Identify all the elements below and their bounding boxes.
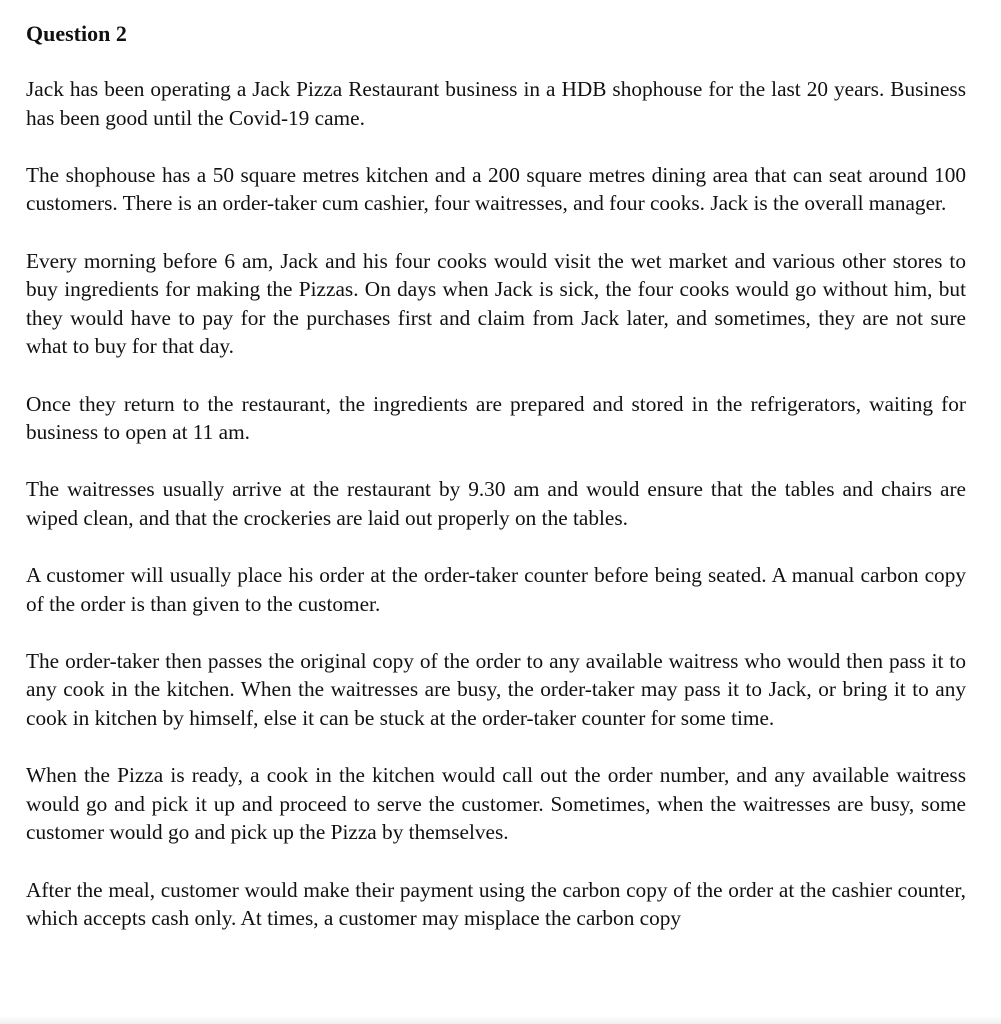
paragraph-morning-purchasing: Every morning before 6 am, Jack and his four cooks would visit the wet market and various other stores to buy ingredients for making the Pizzas. On days when Jack is sick, the four cooks would go without him, but they would have to pay for the purchases first and claim from Jack later, and sometimes, they are not sure what to buy for that day. xyxy=(26,248,966,359)
paragraph-order-placement: A customer will usually place his order at the order-taker counter before being seated. A manual carbon copy of the order is than given to the customer. xyxy=(26,563,966,616)
paragraph-pizza-serving: When the Pizza is ready, a cook in the kitchen would call out the order number, and any available waitress would go and pick it up and proceed to serve the customer. Sometimes, when the waitresses are busy, some customer would go and pick up the Pizza by themselves. xyxy=(26,763,966,845)
document-page xyxy=(26,20,966,961)
paragraph-business-background: Jack has been operating a Jack Pizza Restaurant business in a HDB shophouse for the last 20 years. Business has been good until the Covid-19 came. xyxy=(26,77,966,130)
paragraph-waitress-setup: The waitresses usually arrive at the restaurant by 9.30 am and would ensure that the tables and chairs are wiped clean, and that the crockeries are laid out properly on the tables. xyxy=(26,477,966,530)
question-heading: Question 2 xyxy=(26,21,127,46)
paragraph-payment: After the meal, customer would make their payment using the carbon copy of the order at the cashier counter, which accepts cash only. At times, a customer may misplace the carbon copy xyxy=(26,877,966,931)
paragraph-order-routing: The order-taker then passes the original copy of the order to any available waitress who would then pass it to any cook in the kitchen. When the waitresses are busy, the order-taker may pass it to Jack, or bring it to any cook in kitchen by himself, else it can be stuck at the order-taker counter for some time. xyxy=(26,648,966,731)
paragraph-shophouse-staff: The shophouse has a 50 square metres kitchen and a 200 square metres dining area that can seat around 100 customers. There is an order-taker cum cashier, four waitresses, and four cooks. Jack is the overall manager. xyxy=(26,162,966,216)
page-bottom-edge xyxy=(0,1016,1001,1024)
paragraph-ingredient-storage: Once they return to the restaurant, the ingredients are prepared and stored in the refrigerators, waiting for business to open at 11 am. xyxy=(26,391,966,445)
